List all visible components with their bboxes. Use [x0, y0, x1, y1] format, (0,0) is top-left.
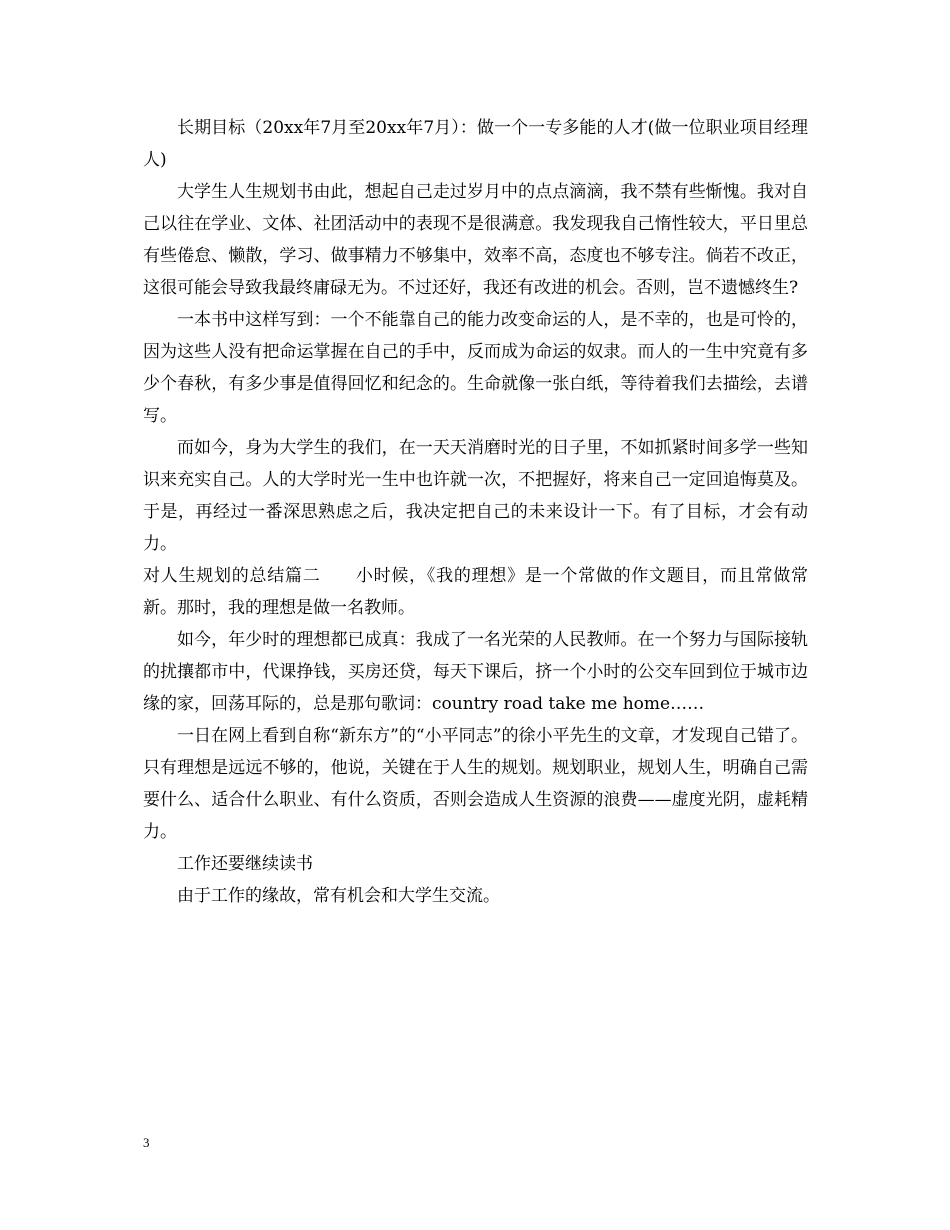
paragraph-long-term-goal: 长期目标（20xx年7月至20xx年7月）：做一个一专多能的人才(做一位职业项目经理人) — [143, 118, 808, 170]
paragraph-reflection: 大学生人生规划书由此，想起自己走过岁月中的点点滴滴，我不禁有些惭愧。我对自己以往在学业、文体、社团活动中的表现不是很满意。我发现我自己惰性较大，平日里总有些倦怠、懒散，学习、做事精力不够集中，效率不高，态度也不够专注。倘若不改正，这很可能会导致我最终庸碌无为。不过还好，我还有改进的机会。否则，岂不遗憾终生? — [143, 182, 808, 298]
paragraph-student-exchange: 由于工作的缘故，常有机会和大学生交流。 — [177, 886, 500, 906]
paragraph-part-two-intro: 对人生规划的总结篇二 小时候，《我的理想》是一个常做的作文题目，而且常做常新。那时，我的理想是做一名教师。 — [143, 566, 808, 618]
paragraph-life-planning: 一日在网上看到自称“新东方”的“小平同志”的徐小平先生的文章，才发现自己错了。只有理想是远远不够的，他说，关键在于人生的规划。规划职业，规划人生，明确自己需要什么、适合什么职业、有什么资质，否则会造成人生资源的浪费——虚度光阴，虚耗精力。 — [143, 726, 808, 842]
paragraph-book-quote: 一本书中这样写到：一个不能靠自己的能力改变命运的人，是不幸的，也是可怜的，因为这些人没有把命运掌握在自己的手中，反而成为命运的奴隶。而人的一生中究竟有多少个春秋，有多少事是值得回忆和纪念的。生命就像一张白纸，等待着我们去描绘，去谱写。 — [143, 310, 808, 426]
section-heading-keep-studying: 工作还要继续读书 — [177, 854, 313, 874]
document-body — [143, 112, 808, 912]
page-number: 3 — [143, 1135, 150, 1150]
paragraph-university-time: 而如今，身为大学生的我们，在一天天消磨时光的日子里，不如抓紧时间多学一些知识来充实自己。人的大学时光一生中也许就一次，不把握好，将来自己一定回追悔莫及。于是，再经过一番深思熟虑之后，我决定把自己的未来设计一下。有了目标，才会有动力。 — [143, 438, 808, 554]
paragraph-teacher-dream: 如今，年少时的理想都已成真：我成了一名光荣的人民教师。在一个努力与国际接轨的扰攘都市中，代课挣钱，买房还贷，每天下课后，挤一个小时的公交车回到位于城市边缘的家，回荡耳际的，总是那句歌词：country road take me home…… — [143, 630, 808, 714]
